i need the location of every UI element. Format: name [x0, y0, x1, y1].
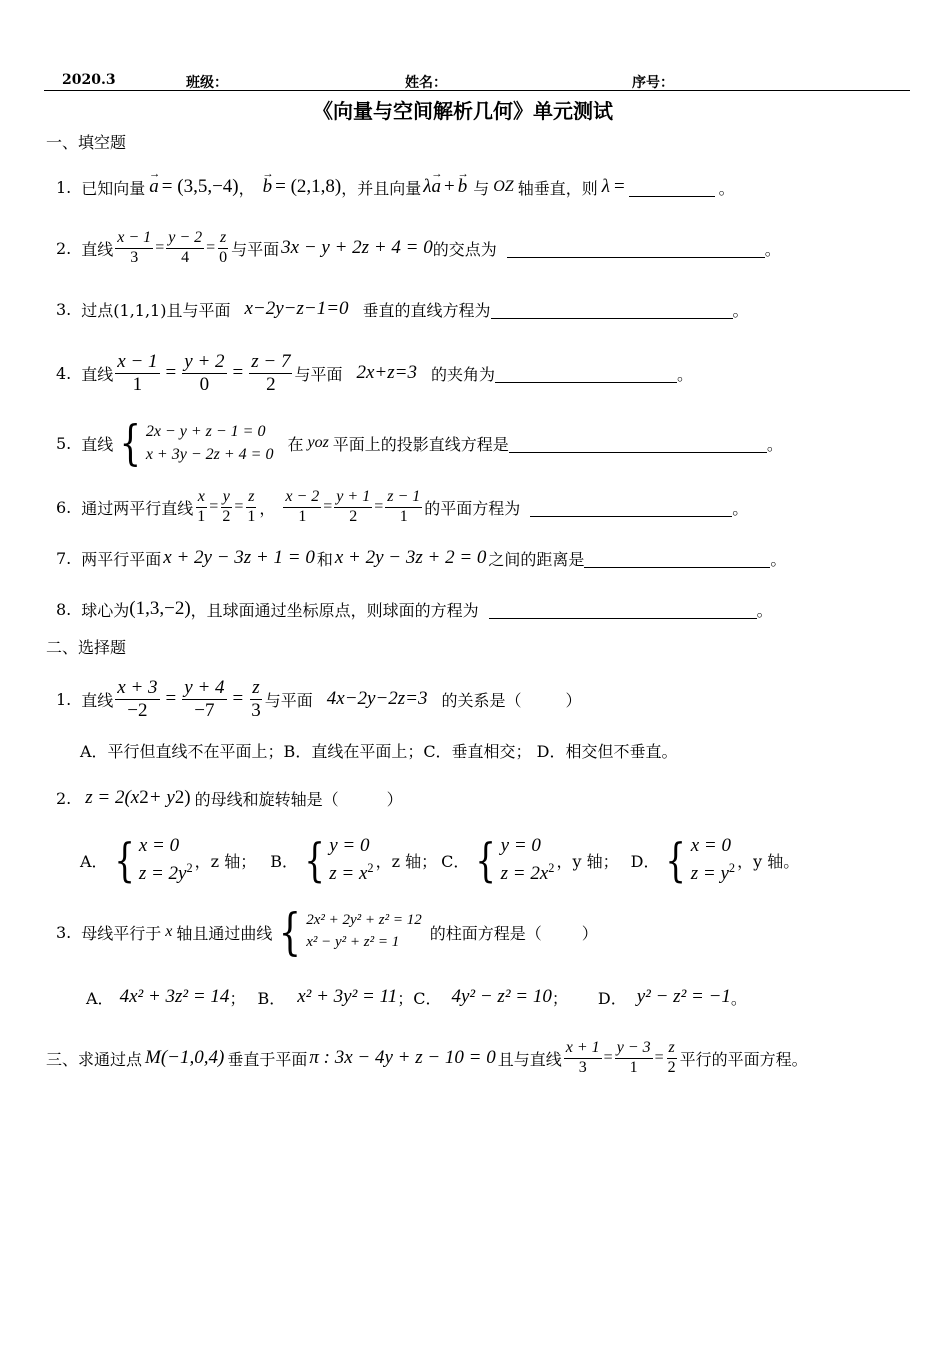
header-rule	[44, 90, 910, 91]
question-text: ）	[386, 789, 403, 809]
option-a-label: A．	[86, 988, 114, 1008]
system-line: x² − y² + z² = 1	[306, 934, 400, 950]
option-a-axis: ，z 轴；	[194, 851, 257, 871]
question-text: 垂直的直线方程为	[362, 300, 491, 320]
plane-equation: x−2y−z−1=0	[244, 298, 349, 319]
surface-equation: z = 2(x	[85, 787, 140, 808]
option-d-equation: y² − z² = −1	[636, 986, 731, 1007]
numerator: z	[218, 229, 228, 248]
system-line: $z = 2x^2$	[500, 861, 555, 884]
numerator: x − 2	[283, 488, 321, 507]
lambda-symbol: λ	[423, 176, 432, 197]
denominator: 2	[266, 373, 276, 395]
question-text: 垂直于平面	[227, 1049, 308, 1069]
fraction	[182, 677, 226, 722]
fraction	[564, 1039, 602, 1077]
separator: ，	[238, 178, 255, 198]
answer-blank[interactable]	[509, 434, 767, 453]
option-b-equation: x² + 3y² = 11	[297, 986, 398, 1007]
question-text: ）	[581, 923, 598, 943]
question-text: 直线	[81, 690, 114, 710]
fraction	[334, 488, 372, 526]
separator: ，	[259, 498, 276, 518]
period: 。	[766, 434, 783, 454]
left-brace: {	[119, 415, 142, 471]
period: 。	[770, 549, 787, 569]
option-a-system: { x = 0 $z = 2y^2$	[113, 833, 193, 887]
surface-equation: )	[184, 787, 191, 808]
choice-question-2: 2. z = 2(x 2 + y 2 ) 的母线和旋转轴是（ ）	[56, 787, 403, 809]
denominator: 4	[181, 248, 190, 266]
denominator: −2	[127, 699, 148, 721]
numerator: y − 3	[615, 1039, 653, 1058]
period: 。	[676, 364, 693, 384]
plus-sign: +	[444, 176, 455, 197]
plane-equation: 3x − y + 2z + 4 = 0	[281, 237, 433, 258]
period: 。	[732, 498, 749, 518]
option-d-axis: ，y 轴。	[737, 851, 800, 871]
option-b-label: B．	[270, 851, 298, 871]
denominator: 2	[222, 507, 231, 525]
question-text: 通过两平行直线	[81, 498, 194, 518]
solve-question: 三、求通过点 M(−1,0,4) 垂直于平面 π : 3x − 4y + z − 10 = 0 且与直线 $\frac{x + 1}{3}$ = $\frac{y - 3}{1}$ = $\frac{z}{2}$ 平行的平面方程。	[46, 1039, 808, 1076]
vector-a-value: = (3,5,−4)	[161, 176, 239, 197]
option-b-system: { y = 0 $z = x^2$	[304, 833, 374, 887]
choice-question-1: 1. 直线 $\frac{x + 3}{-2}$ = $\frac{y + 4}{-7}$ = $\frac{z}{3}$ 与平面 4x−2y−2z=3 的关系是（ ）	[56, 676, 582, 721]
period: 。	[732, 300, 749, 320]
denominator: 2	[667, 1058, 676, 1076]
answer-blank[interactable]	[495, 364, 677, 383]
answer-blank[interactable]	[530, 498, 732, 517]
option-d-system: { x = 0 $z = y^2$	[665, 833, 736, 887]
question-number: 6.	[56, 497, 72, 517]
option-b-label: B．	[257, 988, 286, 1008]
plane-equation: x + 2y − 3z + 1 = 0	[163, 547, 315, 568]
vector-b: → b	[263, 176, 273, 198]
system-line: y = 0	[329, 835, 370, 857]
question-number: 3.	[56, 299, 72, 319]
point-m: M(−1,0,4)	[145, 1047, 225, 1068]
question-text: 轴且通过曲线	[176, 923, 273, 943]
answer-blank[interactable]	[584, 549, 770, 568]
fraction	[615, 1039, 653, 1077]
question-text: 与平面	[294, 364, 343, 384]
fraction	[245, 488, 257, 526]
fraction	[182, 351, 226, 396]
question-text: 之间的距离是	[488, 549, 585, 569]
fraction	[217, 229, 229, 267]
plane-equation: x + 2y − 3z + 2 = 0	[334, 547, 487, 568]
option-d-label: D．	[630, 851, 660, 871]
choice-3-options	[86, 982, 747, 1012]
question-text: 在	[287, 434, 304, 454]
vector-a: → a	[432, 176, 442, 198]
numerator: x − 1	[115, 229, 153, 248]
numerator: x	[196, 488, 207, 507]
answer-blank[interactable]	[491, 300, 733, 319]
fraction	[666, 1039, 678, 1077]
numerator: z	[667, 1039, 677, 1058]
option-b-axis: ，z 轴；	[375, 851, 438, 871]
oz-axis: OZ	[493, 178, 514, 195]
fill-question-4: 4. 直线 $\frac{x - 1}{1}$ = $\frac{y + 2}{0}$ = $\frac{z - 7}{2}$ 与平面 2x+z=3 的夹角为 。	[56, 350, 693, 395]
system-line-base: z = 2x	[500, 863, 549, 884]
plane-equation: π : 3x − 4y + z − 10 = 0	[309, 1047, 496, 1068]
numerator: z − 7	[251, 350, 291, 372]
fraction	[283, 488, 321, 526]
choice-2-options	[80, 830, 799, 890]
separator: ；	[397, 988, 414, 1008]
denominator: 1	[197, 507, 206, 525]
equation-system	[115, 415, 274, 471]
plane-equation: 4x−2y−2z=3	[326, 688, 428, 709]
question-text: 过点(1,1,1)且与平面	[81, 300, 231, 320]
period: 。	[756, 600, 773, 620]
system-line: x = 0	[138, 835, 180, 857]
option-a-label: A．	[80, 851, 108, 871]
option-d-label: D．	[597, 988, 627, 1008]
question-text: 的交点为	[432, 239, 497, 259]
system-line-base: z = 2y	[138, 863, 187, 884]
question-text: 两平行平面	[81, 549, 162, 569]
denominator: 1	[132, 373, 143, 395]
question-text: 平行的平面方程。	[679, 1049, 808, 1069]
sphere-center: (1,3,−2)	[129, 598, 191, 619]
plane-equation: 2x+z=3	[356, 362, 417, 383]
lambda-symbol: λ	[601, 176, 610, 197]
section-fill-heading: 一、填空题	[46, 133, 127, 152]
answer-blank[interactable]	[489, 600, 757, 619]
choice-1-options: A．平行但直线不在平面上；B．直线在平面上；C．垂直相交； D．相交但不垂直。	[80, 741, 678, 761]
question-text: 直线	[81, 364, 114, 384]
period: 。	[718, 178, 735, 198]
separator: 。	[730, 988, 747, 1008]
question-text: 球心为	[81, 600, 130, 620]
question-text: 平面上的投影直线方程是	[332, 434, 509, 454]
system-line: $z = x^2$	[329, 861, 374, 884]
question-text: 轴垂直，则	[517, 178, 598, 198]
numerator: y	[221, 488, 232, 507]
option-a-equation: 4x² + 3z² = 14	[119, 986, 230, 1007]
fraction	[385, 488, 422, 526]
question-text: ，且球面通过坐标原点，则球面的方程为	[190, 600, 479, 620]
option-c-label: C．	[441, 851, 470, 871]
vector-b: → b	[458, 176, 468, 198]
denominator: 1	[298, 507, 307, 525]
answer-blank[interactable]	[507, 239, 765, 258]
surface-equation: + y	[148, 787, 175, 808]
denominator: 1	[629, 1058, 638, 1076]
question-text: 已知向量	[81, 178, 146, 198]
class-label: 班级：	[186, 75, 228, 91]
question-number: 1.	[56, 689, 72, 709]
system-line: y = 0	[500, 835, 541, 857]
numerator: x + 3	[117, 676, 158, 698]
system-line: 2x − y + z − 1 = 0	[145, 422, 266, 440]
system-line: $z = y^2$	[690, 861, 736, 884]
option-c-axis: ，y 轴；	[556, 851, 619, 871]
question-number: 8.	[56, 599, 72, 619]
fraction	[115, 351, 159, 396]
fraction	[249, 351, 292, 396]
separator: ；	[229, 988, 246, 1008]
question-number: 4.	[56, 363, 72, 383]
denominator: 0	[199, 373, 210, 395]
question-text: 直线	[81, 239, 114, 259]
fraction	[166, 229, 204, 267]
section-solve-heading: 三、求通过点	[46, 1049, 143, 1069]
question-text: 和	[316, 549, 333, 569]
numerator: x + 1	[564, 1039, 602, 1058]
denominator: 3	[251, 699, 261, 721]
name-label: 姓名：	[405, 75, 447, 91]
denominator: 3	[130, 248, 139, 266]
system-line-base: z = x	[329, 863, 368, 884]
fraction	[195, 488, 207, 526]
question-text: ，并且向量	[341, 178, 422, 198]
system-line-base: z = y	[690, 863, 729, 884]
fraction	[115, 677, 159, 722]
period: 。	[764, 239, 781, 259]
denominator: 0	[219, 248, 228, 266]
system-line: 2x² + 2y² + z² = 12	[306, 912, 422, 929]
seq-label: 序号：	[632, 75, 674, 91]
denominator: −7	[194, 699, 215, 721]
numerator: x − 1	[117, 350, 158, 372]
denominator: 1	[247, 507, 256, 525]
fill-question-6: 6. 通过两平行直线 $\frac{x}{1}$ = $\frac{y}{2}$ = $\frac{z}{1}$ ， $\frac{x - 2}{1}$ = $\frac{y + 1}{2}$ = $\frac{z - 1}{1}$ 的平面方程为 。	[56, 488, 749, 525]
question-text: 的平面方程为	[424, 498, 521, 518]
page-title: 《向量与空间解析几何》单元测试	[313, 99, 613, 123]
question-text: 母线平行于	[81, 923, 162, 943]
denominator: 3	[578, 1058, 587, 1076]
denominator: 1	[399, 507, 408, 525]
question-text: 且与直线	[497, 1049, 562, 1069]
numerator: z − 1	[385, 488, 422, 507]
numerator: y − 2	[166, 229, 204, 248]
question-text: 的柱面方程是（	[429, 923, 542, 943]
fraction	[220, 488, 232, 526]
fraction	[249, 677, 263, 722]
question-text: ）	[565, 690, 582, 710]
numerator: y + 4	[184, 676, 225, 698]
question-text: 的夹角为	[430, 364, 495, 384]
numerator: z	[246, 488, 256, 507]
question-text: 与	[473, 178, 490, 198]
yoz-plane: yoz	[307, 434, 329, 451]
question-text: 的关系是（	[441, 690, 522, 710]
system-line: $z = 2y^2$	[138, 861, 193, 884]
vector-b-value: = (2,1,8)	[275, 176, 342, 197]
system-line: x + 3y − 2z + 4 = 0	[145, 446, 274, 463]
separator: ；	[551, 988, 568, 1008]
fill-question-7	[56, 543, 786, 573]
equals-sign: =	[613, 176, 625, 197]
question-number: 5.	[56, 433, 72, 453]
fraction	[115, 229, 153, 267]
option-c-system: { y = 0 $z = 2x^2$	[475, 833, 555, 887]
curve-system: { 2x² + 2y² + z² = 12 x² − y² + z² = 1	[279, 903, 422, 961]
fill-question-1	[56, 172, 735, 202]
question-number: 7.	[56, 548, 72, 568]
option-c-equation: 4y² − z² = 10	[451, 986, 552, 1007]
fill-question-3	[56, 294, 749, 324]
numerator: z	[252, 676, 260, 698]
x-axis: x	[165, 923, 173, 940]
numerator: y + 1	[334, 488, 372, 507]
question-number: 1.	[56, 177, 72, 197]
vector-a: → a	[149, 176, 159, 198]
answer-blank[interactable]	[629, 178, 715, 197]
question-number: 2.	[56, 238, 72, 258]
question-text: 直线	[81, 434, 114, 454]
numerator: y + 2	[184, 350, 225, 372]
exam-date: 2020.3	[62, 72, 116, 88]
question-text: 与平面	[264, 690, 313, 710]
question-number: 3.	[56, 922, 72, 942]
choice-question-3	[56, 902, 598, 962]
fill-question-8	[56, 594, 773, 624]
question-text: 与平面	[231, 239, 280, 259]
question-number: 2.	[56, 788, 72, 808]
option-c-label: C．	[413, 988, 442, 1008]
denominator: 2	[349, 507, 358, 525]
fill-question-2: 2. 直线 $\frac{x - 1}{3}$ = $\frac{y - 2}{4}$ = $\frac{z}{0}$ 与平面 3x − y + 2z + 4 = 0 的交点为 。	[56, 229, 781, 266]
system-line: x = 0	[690, 835, 731, 857]
section-choice-heading: 二、选择题	[46, 638, 127, 657]
fill-question-5	[56, 414, 783, 472]
question-text: 的母线和旋转轴是（	[194, 789, 339, 809]
